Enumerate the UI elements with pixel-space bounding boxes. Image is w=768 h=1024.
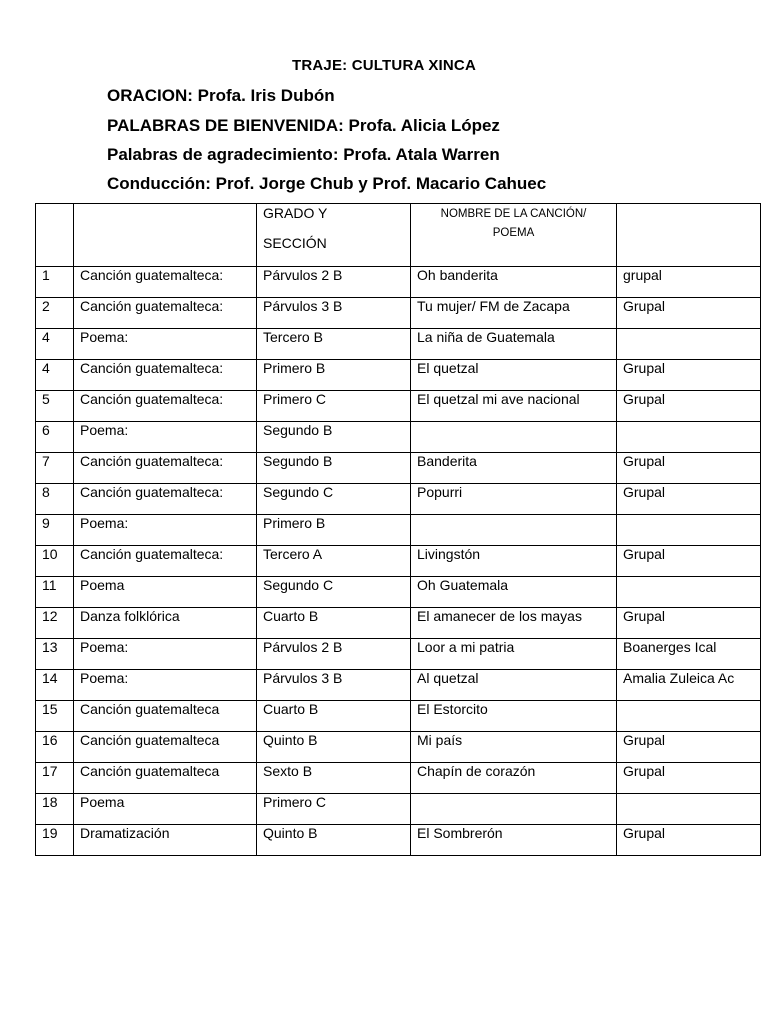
row-number-cell: 4 xyxy=(36,329,74,360)
grado-cell: Sexto B xyxy=(257,763,411,794)
activity-cell: Danza folklórica xyxy=(74,608,257,639)
grado-cell: Cuarto B xyxy=(257,608,411,639)
participants-cell: Grupal xyxy=(617,763,761,794)
table-row xyxy=(36,329,761,360)
header-nombre-cell xyxy=(411,204,617,267)
grado-cell: Cuarto B xyxy=(257,701,411,732)
activity-cell: Canción guatemalteca xyxy=(74,701,257,732)
grado-cell: Párvulos 2 B xyxy=(257,639,411,670)
table-row xyxy=(36,701,761,732)
participants-cell: Grupal xyxy=(617,360,761,391)
row-number-cell: 19 xyxy=(36,825,74,856)
grado-cell: Segundo C xyxy=(257,484,411,515)
participants-cell xyxy=(617,701,761,732)
grado-cell: Quinto B xyxy=(257,825,411,856)
row-number-cell: 11 xyxy=(36,577,74,608)
table-row xyxy=(36,515,761,546)
row-number-cell: 14 xyxy=(36,670,74,701)
participants-cell: Grupal xyxy=(617,453,761,484)
participants-cell: Grupal xyxy=(617,825,761,856)
table-row xyxy=(36,484,761,515)
song-title-cell xyxy=(411,422,617,453)
grado-cell: Tercero B xyxy=(257,329,411,360)
song-title-cell: Oh Guatemala xyxy=(411,577,617,608)
participants-cell xyxy=(617,794,761,825)
document-title: TRAJE: CULTURA XINCA xyxy=(292,57,476,74)
song-title-cell: Mi país xyxy=(411,732,617,763)
grado-cell: Quinto B xyxy=(257,732,411,763)
row-number-cell: 2 xyxy=(36,298,74,329)
song-title-cell: Al quetzal xyxy=(411,670,617,701)
activity-cell: Poema: xyxy=(74,670,257,701)
activity-cell: Canción guatemalteca xyxy=(74,732,257,763)
header-nombre-label-2: POEMA xyxy=(492,227,535,239)
oracion-line: ORACION: Profa. Iris Dubón xyxy=(107,86,335,105)
activity-cell: Canción guatemalteca: xyxy=(74,546,257,577)
song-title-cell: Livingstón xyxy=(411,546,617,577)
table-row xyxy=(36,763,761,794)
header-participants-cell xyxy=(617,204,761,267)
header-number-cell xyxy=(36,204,74,267)
row-number-cell: 13 xyxy=(36,639,74,670)
row-number-cell: 6 xyxy=(36,422,74,453)
participants-cell xyxy=(617,515,761,546)
participants-cell: Boanerges Ical xyxy=(617,639,761,670)
header-nombre-label-1: NOMBRE DE LA CANCIÓN/ xyxy=(440,208,587,220)
table-row xyxy=(36,422,761,453)
grado-cell: Párvulos 3 B xyxy=(257,298,411,329)
row-number-cell: 10 xyxy=(36,546,74,577)
table-row xyxy=(36,794,761,825)
grado-cell: Párvulos 3 B xyxy=(257,670,411,701)
agradecimiento-line: Palabras de agradecimiento: Profa. Atala Warren xyxy=(107,145,500,164)
table-row xyxy=(36,639,761,670)
header-activity-cell xyxy=(74,204,257,267)
table-row xyxy=(36,453,761,484)
row-number-cell: 1 xyxy=(36,267,74,298)
row-number-cell: 17 xyxy=(36,763,74,794)
participants-cell: grupal xyxy=(617,267,761,298)
song-title-cell: Loor a mi patria xyxy=(411,639,617,670)
activity-cell: Poema: xyxy=(74,329,257,360)
table-row xyxy=(36,360,761,391)
participants-cell: Grupal xyxy=(617,608,761,639)
grado-cell: Segundo B xyxy=(257,453,411,484)
song-title-cell: El Estorcito xyxy=(411,701,617,732)
activity-cell: Canción guatemalteca xyxy=(74,763,257,794)
row-number-cell: 16 xyxy=(36,732,74,763)
table-row xyxy=(36,577,761,608)
activity-cell: Canción guatemalteca: xyxy=(74,391,257,422)
grado-cell: Primero C xyxy=(257,794,411,825)
participants-cell: Amalia Zuleica Ac xyxy=(617,670,761,701)
activity-cell: Canción guatemalteca: xyxy=(74,298,257,329)
participants-cell: Grupal xyxy=(617,484,761,515)
row-number-cell: 18 xyxy=(36,794,74,825)
row-number-cell: 5 xyxy=(36,391,74,422)
header-grado-label-2: SECCIÓN xyxy=(263,235,327,251)
activity-cell: Poema xyxy=(74,794,257,825)
activity-cell: Canción guatemalteca: xyxy=(74,453,257,484)
table-row xyxy=(36,298,761,329)
song-title-cell: El quetzal mi ave nacional xyxy=(411,391,617,422)
program-table xyxy=(35,203,761,856)
activity-cell: Poema: xyxy=(74,515,257,546)
participants-cell xyxy=(617,329,761,360)
participants-cell xyxy=(617,422,761,453)
activity-cell: Canción guatemalteca: xyxy=(74,484,257,515)
participants-cell: Grupal xyxy=(617,391,761,422)
table-row xyxy=(36,546,761,577)
song-title-cell: El Sombrerón xyxy=(411,825,617,856)
grado-cell: Tercero A xyxy=(257,546,411,577)
header-grado-label-1: GRADO Y xyxy=(263,205,328,221)
header-grado-cell xyxy=(257,204,411,267)
row-number-cell: 7 xyxy=(36,453,74,484)
song-title-cell: El amanecer de los mayas xyxy=(411,608,617,639)
activity-cell: Poema xyxy=(74,577,257,608)
table-row xyxy=(36,825,761,856)
bienvenida-line: PALABRAS DE BIENVENIDA: Profa. Alicia López xyxy=(107,116,500,135)
song-title-cell xyxy=(411,515,617,546)
activity-cell: Canción guatemalteca: xyxy=(74,267,257,298)
grado-cell: Párvulos 2 B xyxy=(257,267,411,298)
song-title-cell: Banderita xyxy=(411,453,617,484)
grado-cell: Primero C xyxy=(257,391,411,422)
grado-cell: Primero B xyxy=(257,515,411,546)
song-title-cell: Chapín de corazón xyxy=(411,763,617,794)
song-title-cell: La niña de Guatemala xyxy=(411,329,617,360)
conduccion-line: Conducción: Prof. Jorge Chub y Prof. Macario Cahuec xyxy=(107,174,547,193)
table-header-row xyxy=(36,204,761,267)
table-row xyxy=(36,732,761,763)
table-row xyxy=(36,670,761,701)
row-number-cell: 12 xyxy=(36,608,74,639)
participants-cell: Grupal xyxy=(617,732,761,763)
row-number-cell: 8 xyxy=(36,484,74,515)
song-title-cell: Tu mujer/ FM de Zacapa xyxy=(411,298,617,329)
grado-cell: Segundo B xyxy=(257,422,411,453)
activity-cell: Poema: xyxy=(74,639,257,670)
song-title-cell: El quetzal xyxy=(411,360,617,391)
grado-cell: Segundo C xyxy=(257,577,411,608)
participants-cell xyxy=(617,577,761,608)
row-number-cell: 9 xyxy=(36,515,74,546)
participants-cell: Grupal xyxy=(617,298,761,329)
table-row xyxy=(36,391,761,422)
activity-cell: Dramatización xyxy=(74,825,257,856)
song-title-cell: Popurri xyxy=(411,484,617,515)
participants-cell: Grupal xyxy=(617,546,761,577)
table-row xyxy=(36,267,761,298)
row-number-cell: 4 xyxy=(36,360,74,391)
song-title-cell: Oh banderita xyxy=(411,267,617,298)
activity-cell: Poema: xyxy=(74,422,257,453)
activity-cell: Canción guatemalteca: xyxy=(74,360,257,391)
row-number-cell: 15 xyxy=(36,701,74,732)
table-row xyxy=(36,608,761,639)
song-title-cell xyxy=(411,794,617,825)
grado-cell: Primero B xyxy=(257,360,411,391)
